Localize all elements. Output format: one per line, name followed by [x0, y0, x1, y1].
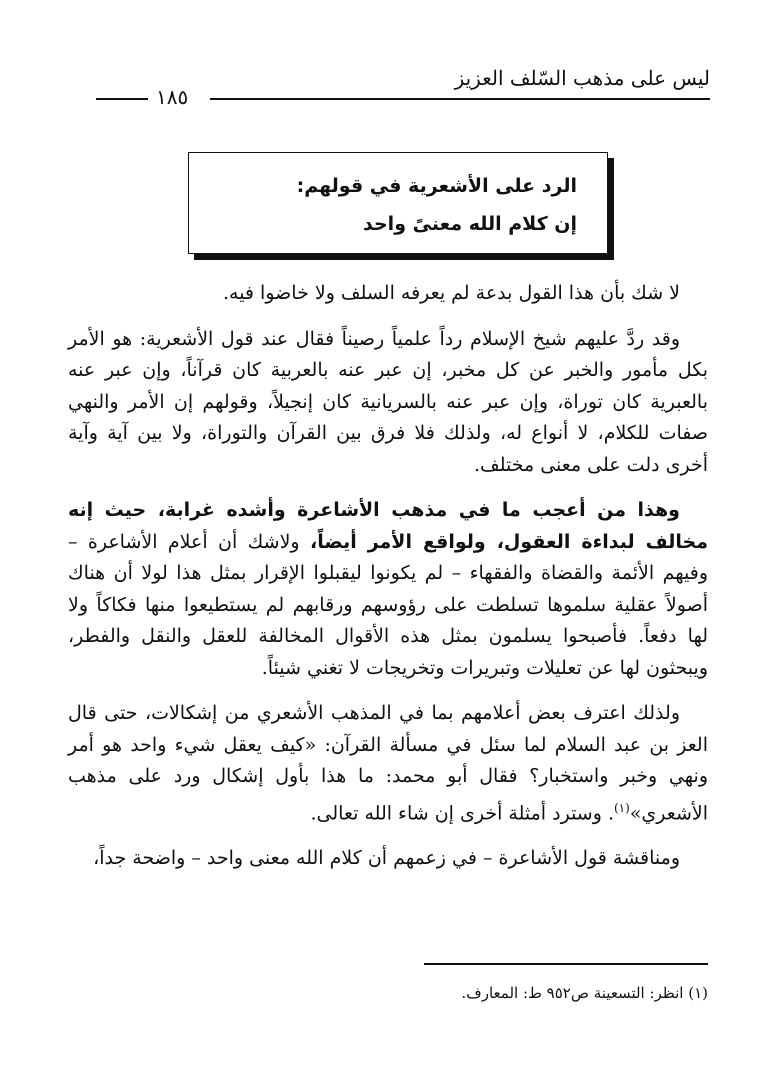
footnote: (١) انظر: التسعينة ص٩٥٢ ط: المعارف. — [461, 984, 708, 1002]
paragraph-3-rest: ولاشك أن أعلام الأشاعرة – وفيهم الأئمة والقضاة والفقهاء – لم يكونوا ليقبلوا الإقرار بمثل هذا لولا أن هناك أصولاً عقلية سلموها تسلطت على رؤوسهم ورقابهم لم يستطيعوا منها فكاكاً ولا لها دفعاً. فأصبحوا يسلمون بمثل هذه الأقوال المخالفة للعقل والنقل والفطر، ويبحثون لها عن تعليلات وتبريرات وتخريجات لا تغني شيئاً. — [68, 530, 708, 679]
paragraph-5: ومناقشة قول الأشاعرة – في زعمهم أن كلام الله معنى واحد – واضحة جداً، — [93, 847, 680, 870]
paragraph-4 — [68, 698, 708, 829]
footnote-marker: (١) — [613, 800, 630, 815]
header-rule — [210, 98, 710, 100]
paragraph-4-end: . وسترد أمثلة أخرى إن شاء الله تعالى. — [310, 801, 614, 824]
section-title-box — [188, 152, 608, 254]
page-header — [60, 58, 710, 108]
paragraph-3-bold: وهذا من أعجب ما في مذهب الأشاعرة وأشده غرابة، حيث إنه مخالف لبداءة العقول، ولواقع الأمر أيضاً، — [68, 499, 708, 553]
paragraph-1: لا شك بأن هذا القول بدعة لم يعرفه السلف ولا خاضوا فيه. — [222, 282, 680, 304]
footnote-rule — [424, 963, 708, 965]
page-number-dash — [96, 98, 148, 100]
section-title-line-2: إن كلام الله معنىً واحد — [363, 213, 577, 235]
running-title: ليس على مذهب السّلف العزيز — [454, 66, 710, 90]
paragraph-4-main: ولذلك اعترف بعض أعلامهم بما في المذهب الأشعري من إشكالات، حتى قال العز بن عبد السلام لما سئل في مسألة القرآن: «كيف يعقل شيء واحد هو أمر ونهي وخبر واستخبار؟ فقال أبو محمد: ما هذا بأول إشكال ورد على مذهب الأشعري» — [68, 702, 708, 824]
page-number: ١٨٥ — [156, 85, 189, 109]
paragraph-3 — [68, 495, 708, 684]
paragraph-2: وقد ردَّ عليهم شيخ الإسلام رداً علمياً رصيناً فقال عند قول الأشعرية: هو الأمر بكل مأمور والخبر عن كل مخبر، إن عبر عنه بالعربية كان قرآناً، وإن عبر عنه بالعبرية كان توراة، وإن عبر عنه بالسريانية كان إنجيلاً، وقولهم إن الأمر والنهي صفات للكلام، لا أنواع له، ولذلك فلا فرق بين القرآن والتوراة، ولا بين آية وآية أخرى دلت على معنى مختلف. — [68, 327, 708, 476]
section-title-line-1: الرد على الأشعرية في قولهم: — [296, 175, 577, 197]
body-text — [68, 278, 708, 889]
